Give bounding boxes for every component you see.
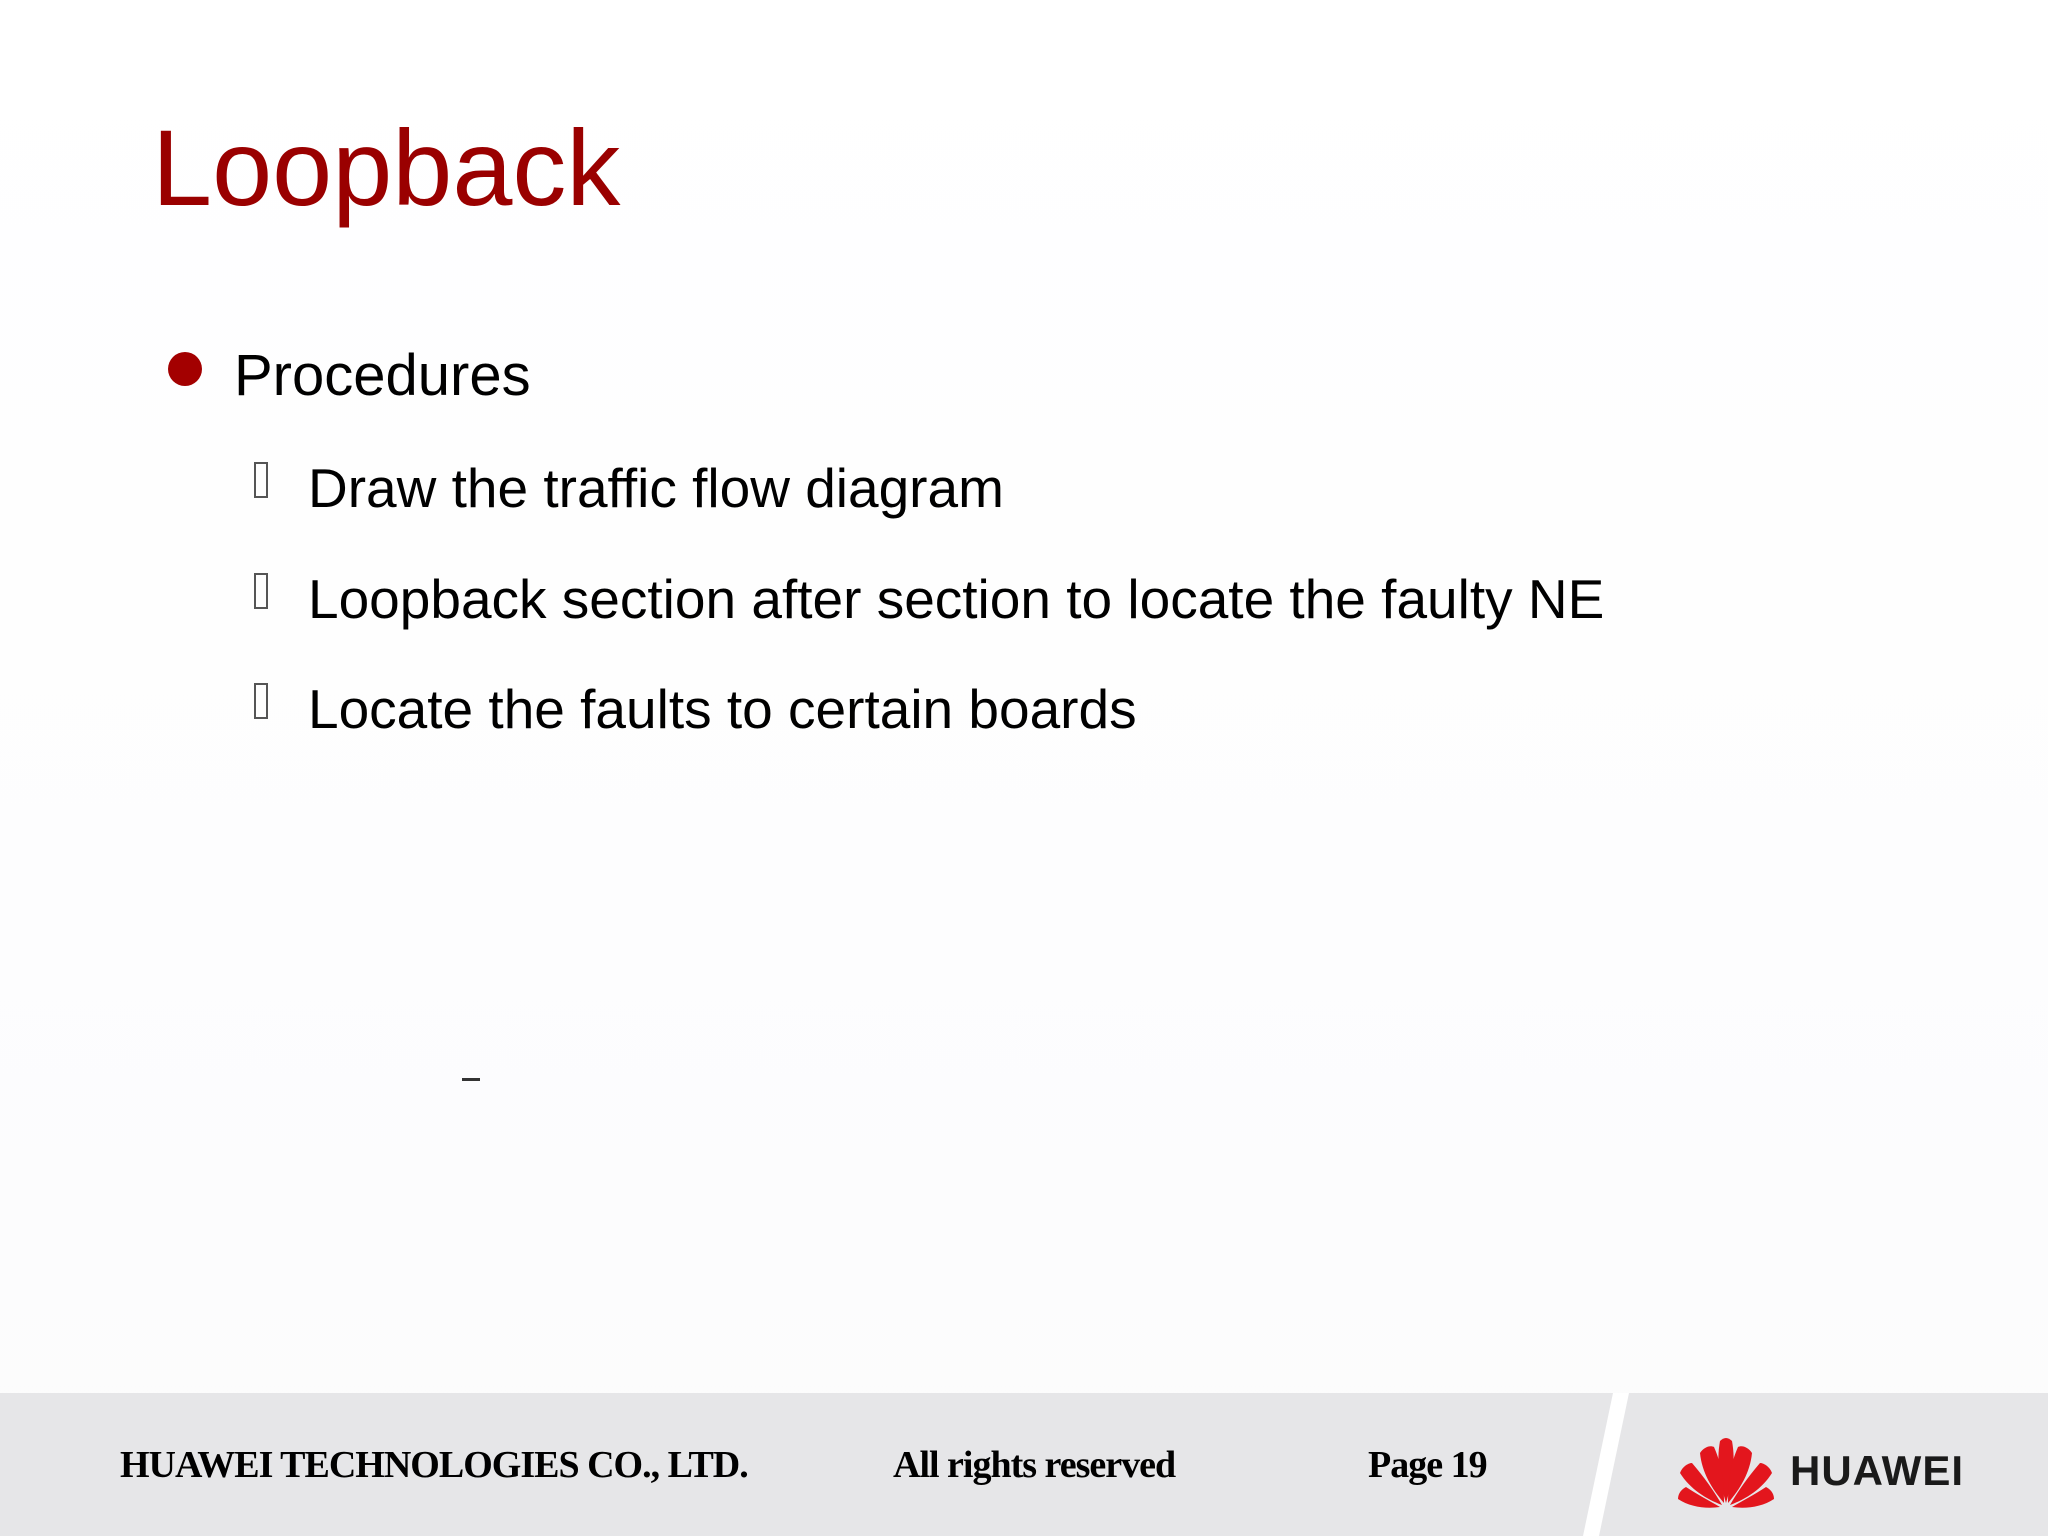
footer-divider-slash [1583,1393,1629,1536]
huawei-logo [1676,1431,1964,1511]
sub-item-text: Loopback section after section to locate the faulty NE [308,568,1605,630]
bullet-dot-icon [168,352,202,386]
footer-company: HUAWEI TECHNOLOGIES CO., LTD. [120,1444,748,1486]
sub-item [254,557,1604,641]
sub-bullet-icon [254,462,268,498]
footer-rights: All rights reserved [893,1444,1176,1486]
sub-item-text: Draw the traffic flow diagram [308,457,1004,519]
bullet-text: Procedures [234,343,531,408]
sub-bullet-icon [254,573,268,609]
bullet-procedures [168,334,531,418]
sub-item [254,667,1137,751]
slide-title: Loopback [152,107,621,228]
huawei-petal-logo-icon [1676,1433,1776,1509]
sub-item-text: Locate the faults to certain boards [308,678,1137,740]
huawei-logo-text: HUAWEI [1790,1447,1964,1494]
sub-bullet-icon [254,683,268,719]
footer-page-number: Page 19 [1368,1444,1487,1486]
sub-item [254,446,1004,530]
stray-dash [462,1078,480,1081]
footer-bar [0,1393,2048,1536]
